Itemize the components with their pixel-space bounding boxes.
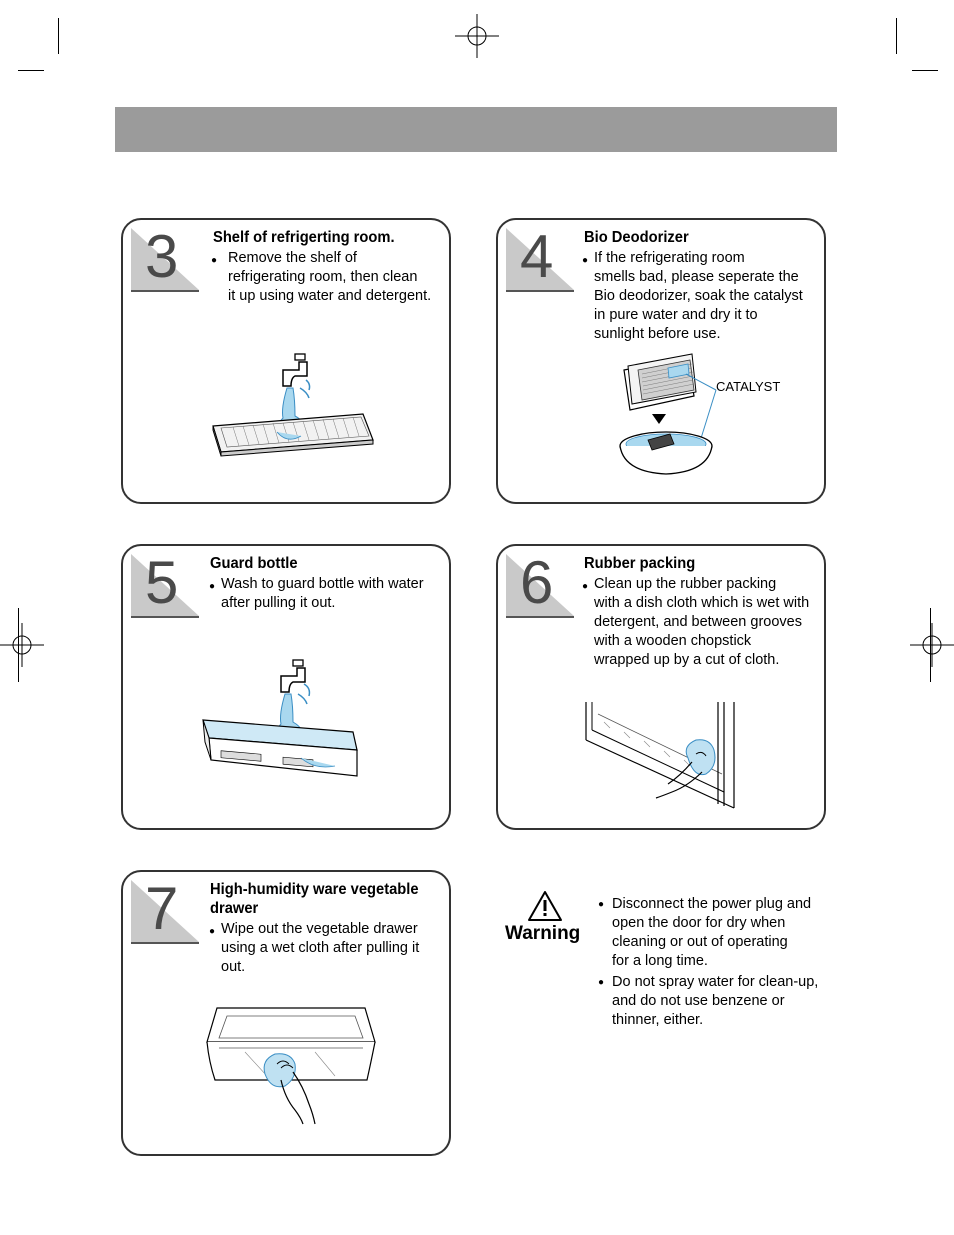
shelf-washing-illustration	[203, 348, 378, 463]
warning-item: ● Do not spray water for clean-up, and do not use benzene or thinner, either.	[598, 974, 819, 1028]
card-text: Wipe out the vegetable drawer using a wet cloth after pulling it out.	[221, 921, 420, 975]
card-text: If the refrigerating room smells bad, please seperate the Bio deodorizer, soak the catalyst in pure water and dry it to sunlight before use.	[594, 250, 803, 342]
rubber-packing-illustration	[584, 700, 744, 820]
step-number-badge	[506, 549, 574, 616]
card-rubber-packing	[496, 544, 826, 830]
registration-mark-icon	[455, 14, 499, 58]
card-text: Remove the shelf of refrigerating room, then clean it up using water and detergent.	[228, 250, 432, 304]
warning-list	[598, 895, 818, 1032]
step-number-badge	[506, 223, 574, 290]
step-number: 4	[520, 223, 552, 290]
warning-label: Warning	[505, 923, 581, 944]
registration-mark-icon	[0, 623, 44, 667]
card-guard-bottle	[121, 544, 451, 830]
bullet-icon: ●	[582, 255, 589, 266]
card-title: Shelf of refrigerting room.	[213, 229, 395, 246]
step-number: 5	[145, 549, 177, 616]
step-number-badge	[131, 549, 199, 616]
crop-mark	[58, 18, 59, 54]
faucet-icon	[283, 354, 307, 386]
bullet-icon: ●	[582, 581, 589, 592]
card-text: Clean up the rubber packing with a dish cloth which is wet with detergent, and between grooves with a wooden chopstick wrapped up by a cut of cloth.	[594, 576, 810, 668]
card-title: Rubber packing	[584, 555, 696, 572]
bullet-icon: ●	[211, 255, 218, 266]
vegetable-drawer-illustration	[205, 1006, 380, 1126]
bullet-icon: ●	[598, 977, 605, 988]
step-number: 6	[520, 549, 552, 616]
crop-mark	[896, 18, 897, 54]
card-bio-deodorizer	[496, 218, 826, 504]
bullet-icon: ●	[209, 581, 216, 592]
card-vegetable-drawer	[121, 870, 451, 1156]
deodorizer-illustration	[616, 352, 736, 477]
bullet-icon: ●	[598, 899, 605, 910]
step-number: 7	[145, 875, 177, 942]
crop-mark	[18, 70, 44, 71]
card-title: High-humidity ware vegetable drawer	[210, 881, 419, 917]
guard-bottle-illustration	[201, 654, 361, 784]
registration-mark-icon	[910, 623, 954, 667]
card-text: Wash to guard bottle with water after pulling it out.	[221, 576, 424, 611]
catalyst-callout: CATALYST	[716, 379, 781, 394]
step-number-badge	[131, 875, 199, 942]
faucet-icon	[281, 660, 305, 692]
card-title: Guard bottle	[210, 555, 298, 572]
crop-mark	[912, 70, 938, 71]
header-bar	[115, 107, 837, 152]
warning-item: ● Disconnect the power plug and open the door for dry when cleaning or out of operating for a long time.	[598, 896, 812, 969]
bullet-icon: ●	[209, 926, 216, 937]
warning-triangle-icon	[527, 890, 563, 922]
card-title: Bio Deodorizer	[584, 229, 689, 246]
step-number-badge	[131, 223, 199, 290]
step-number: 3	[145, 223, 177, 290]
card-shelf	[121, 218, 451, 504]
